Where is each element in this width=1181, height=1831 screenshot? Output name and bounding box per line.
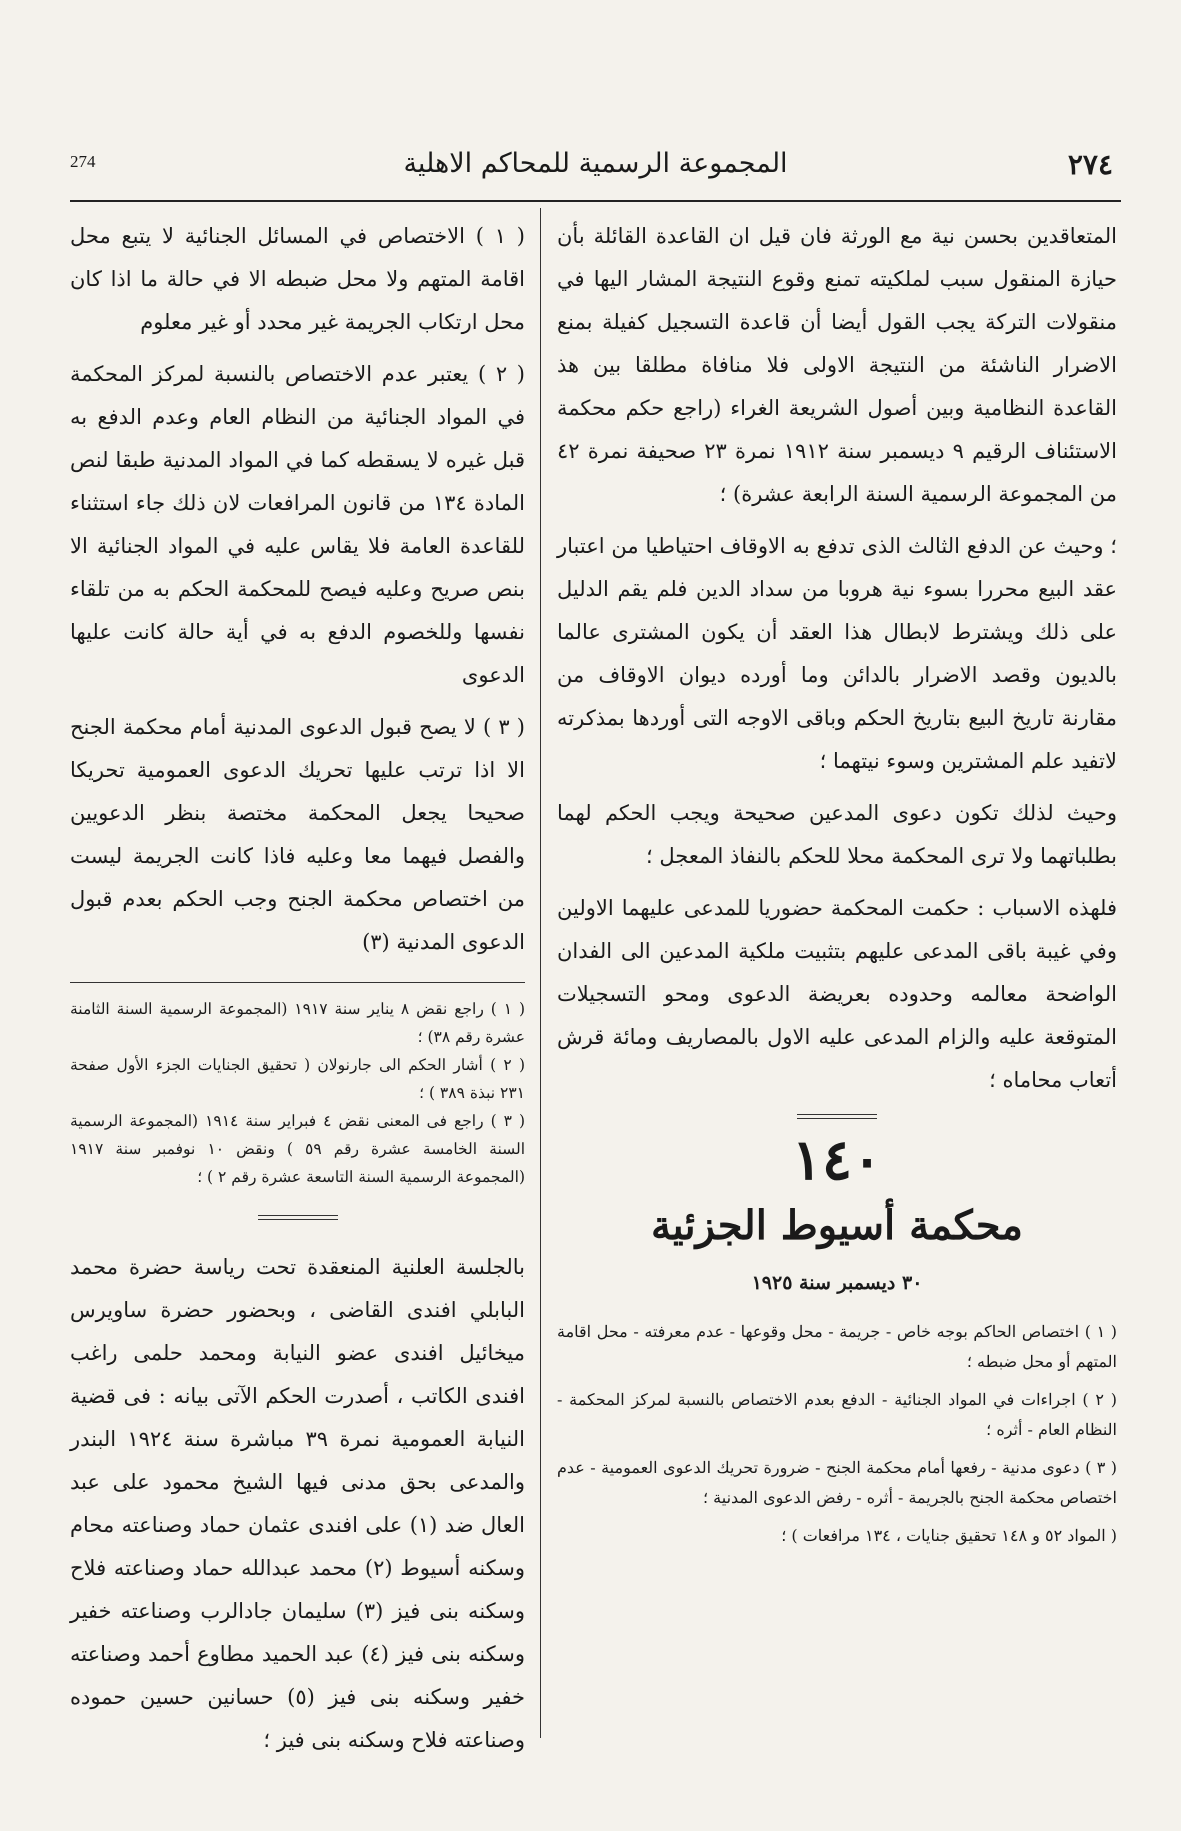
left-column <box>70 215 525 1762</box>
section-separator <box>258 1215 338 1220</box>
column-divider <box>540 208 541 1738</box>
footnote: ( ١ ) راجع نقض ٨ يناير سنة ١٩١٧ (المجموعة الرسمية السنة الثامنة عشرة رقم ٣٨) ؛ <box>70 1000 525 1046</box>
footnotes <box>70 995 525 1191</box>
summary-item: ( ٢ ) اجراءات في المواد الجنائية - الدفع بعدم الاختصاص بالنسبة لمركز المحكمة - النظام العام - أثره ؛ <box>557 1390 1118 1439</box>
summary-item: ( المواد ٥٢ و ١٤٨ تحقيق جنايات ، ١٣٤ مرافعات ) ؛ <box>781 1526 1117 1545</box>
court-name: محكمة أسيوط الجزئية <box>651 1202 1023 1249</box>
page-number-latin: 274 <box>70 152 96 171</box>
page-number-arabic: ٢٧٤ <box>1067 148 1113 181</box>
paragraph: المتعاقدين بحسن نية مع الورثة فان قيل ان القاعدة القائلة بأن حيازة المنقول سبب لملكيته تمنع وقوع النتيجة المشار اليها في منقولات التركة يجب القول أيضا أن قاعدة التسجيل كفيلة بمنع الاضرار الناشئة من النتيجة الاولى فلا منافاة مطلقا بين هذ القاعدة النظامية وبين أصول الشريعة الغراء (راجع حكم محكمة الاستئناف الرقيم ٩ ديسمبر سنة ١٩١٢ نمرة ٢٣ صحيفة نمرة ٤٢ من المجموعة الرسمية السنة الرابعة عشرة) ؛ <box>557 224 1117 506</box>
paragraph: فلهذه الاسباب : حكمت المحكمة حضوريا للمدعى عليهما الاولين وفي غيبة باقى المدعى عليهم بتثبيت ملكية المدعين الى الفدان الواضحة معالمه وحدوده بعريضة الدعوى ومحو التسجيلات المتوقعة عليه والزام المدعى عليه الاول بالمصاريف ومائة قرش أتعاب محاماه ؛ <box>557 896 1117 1092</box>
paragraph: ؛ وحيث عن الدفع الثالث الذى تدفع به الاوقاف احتياطيا من اعتبار عقد البيع محررا بسوء نية هروبا من سداد الدين فلم يقم الدليل على ذلك ويشترط لابطال هذا العقد أن يكون المشترى عالما بالديون وقصد الاضرار بالدائن وما أورده ديوان الاوقاف من مقارنة تاريخ البيع بتاريخ الحكم وباقى الاوجه التى أوردها بمذكرته لاتفيد علم المشترين وسوء نيتهما ؛ <box>557 534 1117 773</box>
section-separator <box>797 1114 877 1119</box>
judgment-date: ٣٠ ديسمبر سنة ١٩٢٥ <box>751 1272 923 1294</box>
case-number: ١٤٠ <box>791 1127 883 1193</box>
paragraph: وحيث لذلك تكون دعوى المدعين صحيحة ويجب الحكم لهما بطلباتهما ولا ترى المحكمة محلا للحكم بالنفاذ المعجل ؛ <box>557 801 1117 868</box>
legal-principle: ( ١ ) الاختصاص في المسائل الجنائية لا يتبع محل اقامة المتهم ولا محل ضبطه الا في حالة ما اذا كان محل ارتكاب الجريمة غير محدد أو غير معلوم <box>70 224 525 334</box>
footnote-rule <box>70 982 525 983</box>
right-column <box>557 215 1117 1559</box>
footnote: ( ٢ ) أشار الحكم الى جارنولان ( تحقيق الجنايات الجزء الأول صفحة ٢٣١ نبذة ٣٨٩ ) ؛ <box>70 1056 525 1102</box>
case-summary <box>557 1317 1117 1551</box>
footnote: ( ٣ ) راجع فى المعنى نقض ٤ فبراير سنة ١٩١٤ (المجموعة الرسمية السنة الخامسة عشرة رقم ٥٩ ) ونقض ١٠ نوفمبر سنة ١٩١٧ (المجموعة الرسمية السنة التاسعة عشرة رقم ٢ ) ؛ <box>70 1112 525 1186</box>
proceedings-paragraph: بالجلسة العلنية المنعقدة تحت رياسة حضرة محمد البابلي افندى القاضى ، وبحضور حضرة ساويرس ميخائيل افندى عضو النيابة ومحمد حلمى راغب افندى الكاتب ، أصدرت الحكم الآتى بيانه : فى قضية النيابة العمومية نمرة ٣٩ مباشرة سنة ١٩٢٤ البندر والمدعى بحق مدنى فيها الشيخ محمود على عبد العال ضد (١) على افندى عثمان حماد وصناعته محام وسكنه أسيوط (٢) محمد عبدالله حماد وصناعته فلاح وسكنه بنى فيز (٣) سليمان جادالرب وصناعته خفير وسكنه بنى فيز (٤) عبد الحميد مطاوع أحمد وصناعته خفير وسكنه بنى فيز (٥) حسانين حسين حموده وصناعته فلاح وسكنه بنى فيز ؛ <box>70 1255 526 1752</box>
running-title: المجموعة الرسمية للمحاكم الاهلية <box>403 148 788 179</box>
summary-item: ( ٣ ) دعوى مدنية - رفعها أمام محكمة الجنح - ضرورة تحريك الدعوى العمومية - عدم اختصاص محكمة الجنح بالجريمة - أثره - رفض الدعوى المدنية ؛ <box>557 1458 1118 1507</box>
page-header <box>70 148 1121 194</box>
legal-principle: ( ٢ ) يعتبر عدم الاختصاص بالنسبة لمركز المحكمة في المواد الجنائية من النظام العام وعدم الدفع به قبل غيره لا يسقطه كما في المواد المدنية طبقا لنص المادة ١٣٤ من قانون المرافعات لان ذلك جاء استثناء للقاعدة العامة فلا يقاس عليه في المواد الجنائية الا بنص صريح وعليه فيصح للمحكمة الحكم به من تلقاء نفسها وللخصوم الدفع به في أية حالة كانت عليها الدعوى <box>70 362 525 687</box>
header-rule <box>70 200 1121 202</box>
summary-item: ( ١ ) اختصاص الحاكم بوجه خاص - جريمة - محل وقوعها - عدم معرفته - محل اقامة المتهم أو محل ضبطه ؛ <box>557 1322 1118 1371</box>
legal-principle: ( ٣ ) لا يصح قبول الدعوى المدنية أمام محكمة الجنح الا اذا ترتب عليها تحريك الدعوى العمومية تحريكا صحيحا يجعل المحكمة مختصة بنظر الدعويين والفصل فيهما معا وعليه فاذا كانت الجريمة ليست من اختصاص محكمة الجنح وجب الحكم بعدم قبول الدعوى المدنية (٣) <box>70 715 526 954</box>
